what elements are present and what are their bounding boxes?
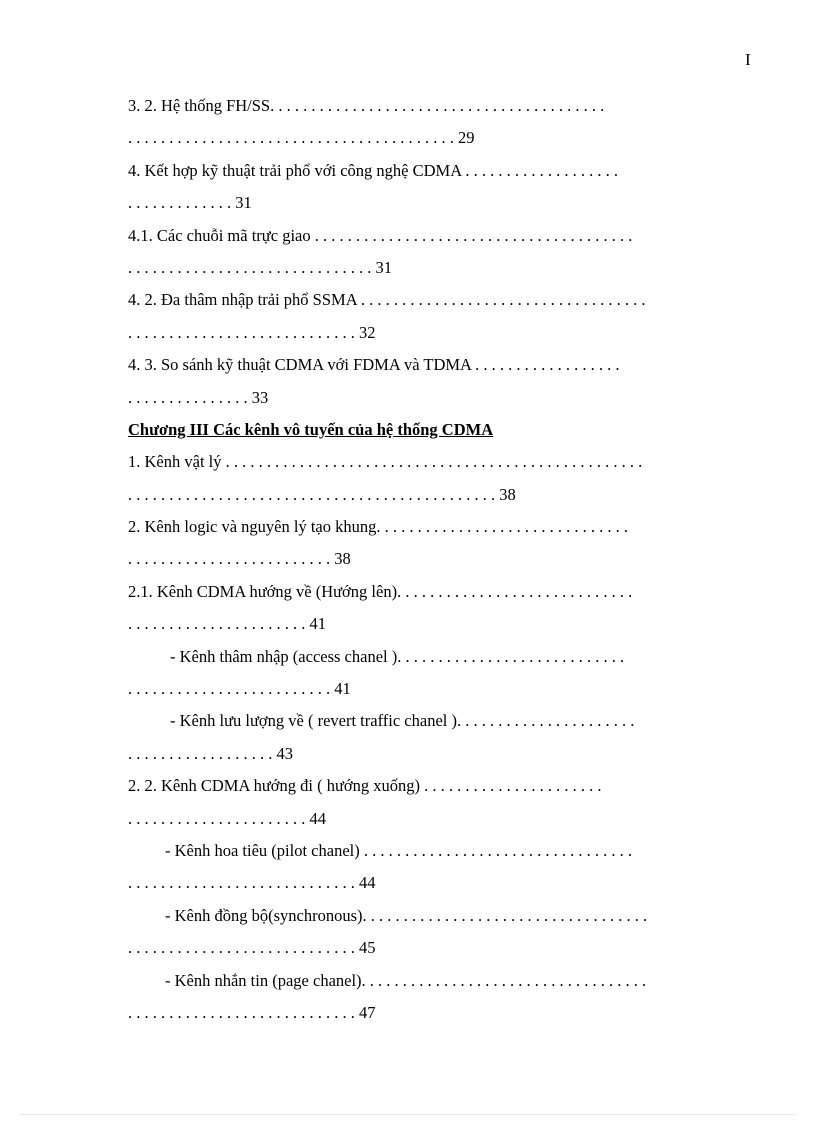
toc-page-number: 33 [251, 387, 269, 407]
toc-page-number: 45 [359, 938, 376, 958]
chapter-heading: Chương III Các kênh vô tuyến của hệ thống CDMA [128, 419, 494, 439]
toc-entry-continuation [128, 932, 748, 964]
toc-leader-dots: . . . . . . . . . . . . . . . . . . . . . . . . . . . . . . . . . . . . . . . . [274, 96, 605, 115]
toc-entry-title: 4. 3. So sánh kỹ thuật CDMA với FDMA và TDMA [128, 355, 472, 375]
toc-entry-continuation [128, 608, 748, 640]
toc-entry[interactable] [128, 576, 748, 608]
toc-leader-dots: . . . . . . . . . . . . . . . . . . . . . . . . . . . . [128, 322, 355, 342]
toc-leader-dots: . . . . . . . . . . . . . . . . . . . . . . . . . . . . [128, 873, 355, 893]
toc-leader-dots: . . . . . . . . . . . . . . . [128, 387, 248, 407]
toc-entry-title: 2.1. Kênh CDMA hướng về (Hướng lên). [128, 581, 402, 601]
toc-entry-continuation [128, 122, 748, 154]
toc-page-number: 44 [359, 873, 376, 893]
toc-entry-title: 4. Kết hợp kỹ thuật trải phổ với công nghệ CDMA [128, 160, 462, 180]
toc-entry-continuation [128, 252, 748, 284]
toc-entry-title: 4.1. Các chuỗi mã trực giao [128, 225, 311, 245]
toc-leader-dots: . . . . . . . . . . . . . . . . . . . . . . . . . . . . . . . . . . [365, 970, 647, 990]
toc-entry-continuation [128, 382, 748, 414]
toc-page-number: 31 [235, 193, 252, 213]
toc-entry[interactable] [128, 155, 748, 187]
toc-leader-dots: . . . . . . . . . . . . . . . . . . . . . . . . . . . . . . . . . . . . . . . [310, 225, 633, 245]
toc-entry[interactable] [128, 349, 748, 381]
toc-page-number: 41 [309, 614, 326, 634]
toc-entry[interactable] [128, 511, 748, 543]
toc-entry[interactable] [128, 220, 748, 252]
toc-leader-dots: . . . . . . . . . . . . . . . . . . . . . . [420, 776, 602, 796]
toc-page-number: 38 [499, 484, 516, 504]
toc-page-number: 47 [359, 1002, 376, 1022]
toc-leader-dots: . . . . . . . . . . . . . . . . . . . . . . [128, 614, 306, 634]
toc-entry-title: 3. 2. Hệ thống FH/SS. [128, 96, 275, 115]
toc-entry[interactable] [128, 90, 748, 122]
toc-page-number: 29 [458, 128, 475, 148]
toc-page-number: 43 [276, 743, 293, 763]
toc-leader-dots: . . . . . . . . . . . . . . . . . . . . . . . . . . . . . . . . . [359, 840, 632, 860]
toc-page-number: 32 [359, 322, 376, 342]
toc-leader-dots: . . . . . . . . . . . . . . . . . . . . . . . . . . . . [128, 938, 355, 958]
toc-page-number: 31 [375, 257, 392, 277]
toc-page-number: 44 [309, 808, 326, 828]
toc-page-number: 38 [334, 549, 351, 569]
toc-entry-continuation [128, 673, 748, 705]
toc-entry-continuation [128, 543, 748, 575]
toc-entry-continuation [128, 317, 748, 349]
toc-entry[interactable] [128, 446, 748, 478]
toc-leader-dots: . . . . . . . . . . . . . . . . . . . . . . . . . . . . . . [380, 517, 628, 537]
toc-entry-continuation [128, 997, 748, 1029]
toc-entry-title: 1. Kênh vật lý [128, 452, 222, 472]
toc-leader-dots: . . . . . . . . . . . . . . . . . . . . . [461, 711, 635, 731]
toc-leader-dots: . . . . . . . . . . . . . . . . . . . [461, 160, 618, 180]
toc-entry[interactable] [128, 770, 748, 802]
toc-leader-dots: . . . . . . . . . . . . . . . . . . . . . . . . . . . . . . [128, 257, 372, 277]
toc-leader-dots: . . . . . . . . . . . . . . . . . . . . . . . . . . . . . . . . . . . [356, 290, 646, 310]
toc-entry-continuation [128, 867, 748, 899]
toc-entry[interactable] [128, 641, 748, 673]
toc-leader-dots: . . . . . . . . . . . . . . . . . . . . . . . . . . . . . . . . . . . . . . . . . . . . . . . . . . . [221, 452, 643, 472]
toc-leader-dots: . . . . . . . . . . . . . . . . . . . . . . . . . . . [401, 646, 625, 666]
toc-leader-dots: . . . . . . . . . . . . . . . . . . [128, 743, 273, 763]
toc-leader-dots: . . . . . . . . . . . . . . . . . . . . . . . . . . . . . . . . . . . . . . . . . . . . . [128, 484, 496, 504]
toc-leader-dots: . . . . . . . . . . . . . . . . . . . . . . . . . . . . . . . . . . [366, 905, 648, 925]
table-of-contents [128, 90, 748, 1029]
toc-entry[interactable] [128, 835, 748, 867]
toc-entry-title: - Kênh đồng bộ(synchronous). [165, 905, 367, 925]
toc-entry-title: - Kênh hoa tiêu (pilot chanel) [165, 840, 360, 860]
toc-page-number: 41 [334, 679, 351, 699]
toc-leader-dots: . . . . . . . . . . . . . . . . . . . . . . . . . [128, 549, 331, 569]
toc-entry[interactable] [128, 965, 748, 997]
toc-entry-title: - Kênh thâm nhập (access chanel ). [170, 646, 402, 666]
toc-entry-continuation [128, 738, 748, 770]
toc-entry[interactable] [128, 284, 748, 316]
toc-entry-title: 2. Kênh logic và nguyên lý tạo khung. [128, 517, 381, 537]
toc-leader-dots: . . . . . . . . . . . . . . . . . . [471, 355, 620, 375]
toc-entry-title: 2. 2. Kênh CDMA hướng đi ( hướng xuống) [128, 776, 420, 796]
toc-entry[interactable] [128, 705, 748, 737]
toc-entry-continuation [128, 803, 748, 835]
toc-entry-continuation [128, 479, 748, 511]
toc-leader-dots: . . . . . . . . . . . . . [128, 193, 232, 213]
toc-leader-dots: . . . . . . . . . . . . . . . . . . . . . . [128, 808, 306, 828]
toc-leader-dots: . . . . . . . . . . . . . . . . . . . . . . . . . . . . . . . . . . . . . . . . [128, 128, 454, 148]
toc-entry-continuation [128, 187, 748, 219]
toc-leader-dots: . . . . . . . . . . . . . . . . . . . . . . . . . . . . [401, 581, 633, 601]
page-bottom-divider [20, 1114, 796, 1115]
toc-entry-title: - Kênh lưu lượng về ( revert traffic chanel ). [170, 711, 462, 731]
toc-leader-dots: . . . . . . . . . . . . . . . . . . . . . . . . . . . . [128, 1002, 355, 1022]
toc-entry-title: 4. 2. Đa thâm nhập trải phổ SSMA [128, 290, 357, 310]
page-number: I [745, 50, 751, 69]
toc-entry[interactable] [128, 900, 748, 932]
toc-entry-title: - Kênh nhắn tin (page chanel). [165, 970, 366, 990]
toc-leader-dots: . . . . . . . . . . . . . . . . . . . . . . . . . [128, 679, 331, 699]
